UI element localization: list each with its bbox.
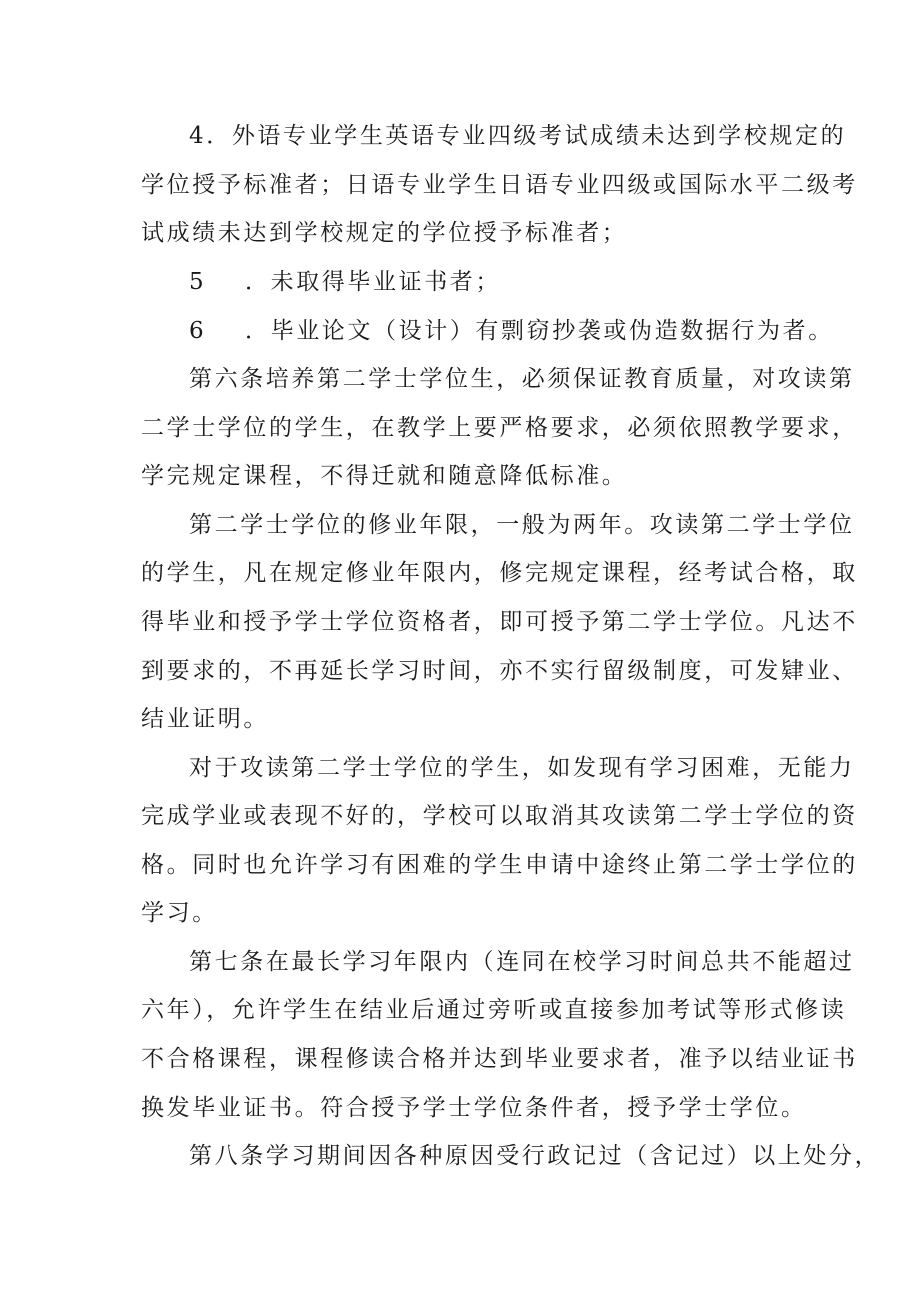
text-line-10: 到要求的，不再延长学习时间，亦不实行留级制度，可发肄业、	[141, 658, 858, 684]
text-line-7: 第二学士学位的修业年限，一般为两年。攻读第二学士学位	[189, 512, 855, 538]
text-line-5: 二学士学位的学生，在教学上要严格要求，必须依照教学要求，	[141, 415, 858, 441]
text-line-17: 六年），允许学生在结业后通过旁听或直接参加考试等形式修读	[141, 997, 847, 1023]
text-line-15: 学习。	[141, 900, 218, 926]
text-line-14: 格。同时也允许学习有困难的学生申请中途终止第二学士学位的	[141, 852, 858, 878]
text-line-12: 对于攻读第二学士学位的学生，如发现有学习困难，无能力	[189, 755, 855, 781]
list-item-text-6: ．毕业论文（设计）有剽窃抄袭或伪造数据行为者。	[245, 318, 834, 344]
text-line-8: 的学生，凡在规定修业年限内，修完规定课程，经考试合格，取	[141, 560, 858, 586]
text-line-3: 试成绩未达到学校规定的学位授予标准者；	[141, 220, 628, 246]
list-item-number-5: 5	[189, 269, 204, 295]
list-item-text-5: ．未取得毕业证书者；	[245, 269, 501, 295]
text-line-19: 换发毕业证书。符合授予学士学位条件者，授予学士学位。	[141, 1095, 807, 1121]
text-line-11: 结业证明。	[141, 706, 269, 732]
text-line-4: 第六条培养第二学士学位生，必须保证教育质量，对攻读第	[189, 366, 855, 392]
list-item-number-6: 6	[189, 318, 204, 344]
text-line-6: 学完规定课程，不得迁就和随意降低标准。	[141, 463, 628, 489]
text-line-2: 学位授予标准者；日语专业学生日语专业四级或国际水平二级考	[141, 172, 858, 198]
text-line-16: 第七条在最长学习年限内（连同在校学习时间总共不能超过	[189, 949, 855, 975]
text-line-18: 不合格课程，课程修读合格并达到毕业要求者，准予以结业证书	[141, 1046, 858, 1072]
text-line-9: 得毕业和授予学士学位资格者，即可授予第二学士学位。凡达不	[141, 609, 858, 635]
text-line-13: 完成学业或表现不好的，学校可以取消其攻读第二学士学位的资	[141, 803, 858, 829]
text-line-20: 第八条学习期间因各种原因受行政记过（含记过）以上处分，	[189, 1143, 881, 1169]
text-line-1: 4．外语专业学生英语专业四级考试成绩未达到学校规定的	[189, 123, 847, 149]
